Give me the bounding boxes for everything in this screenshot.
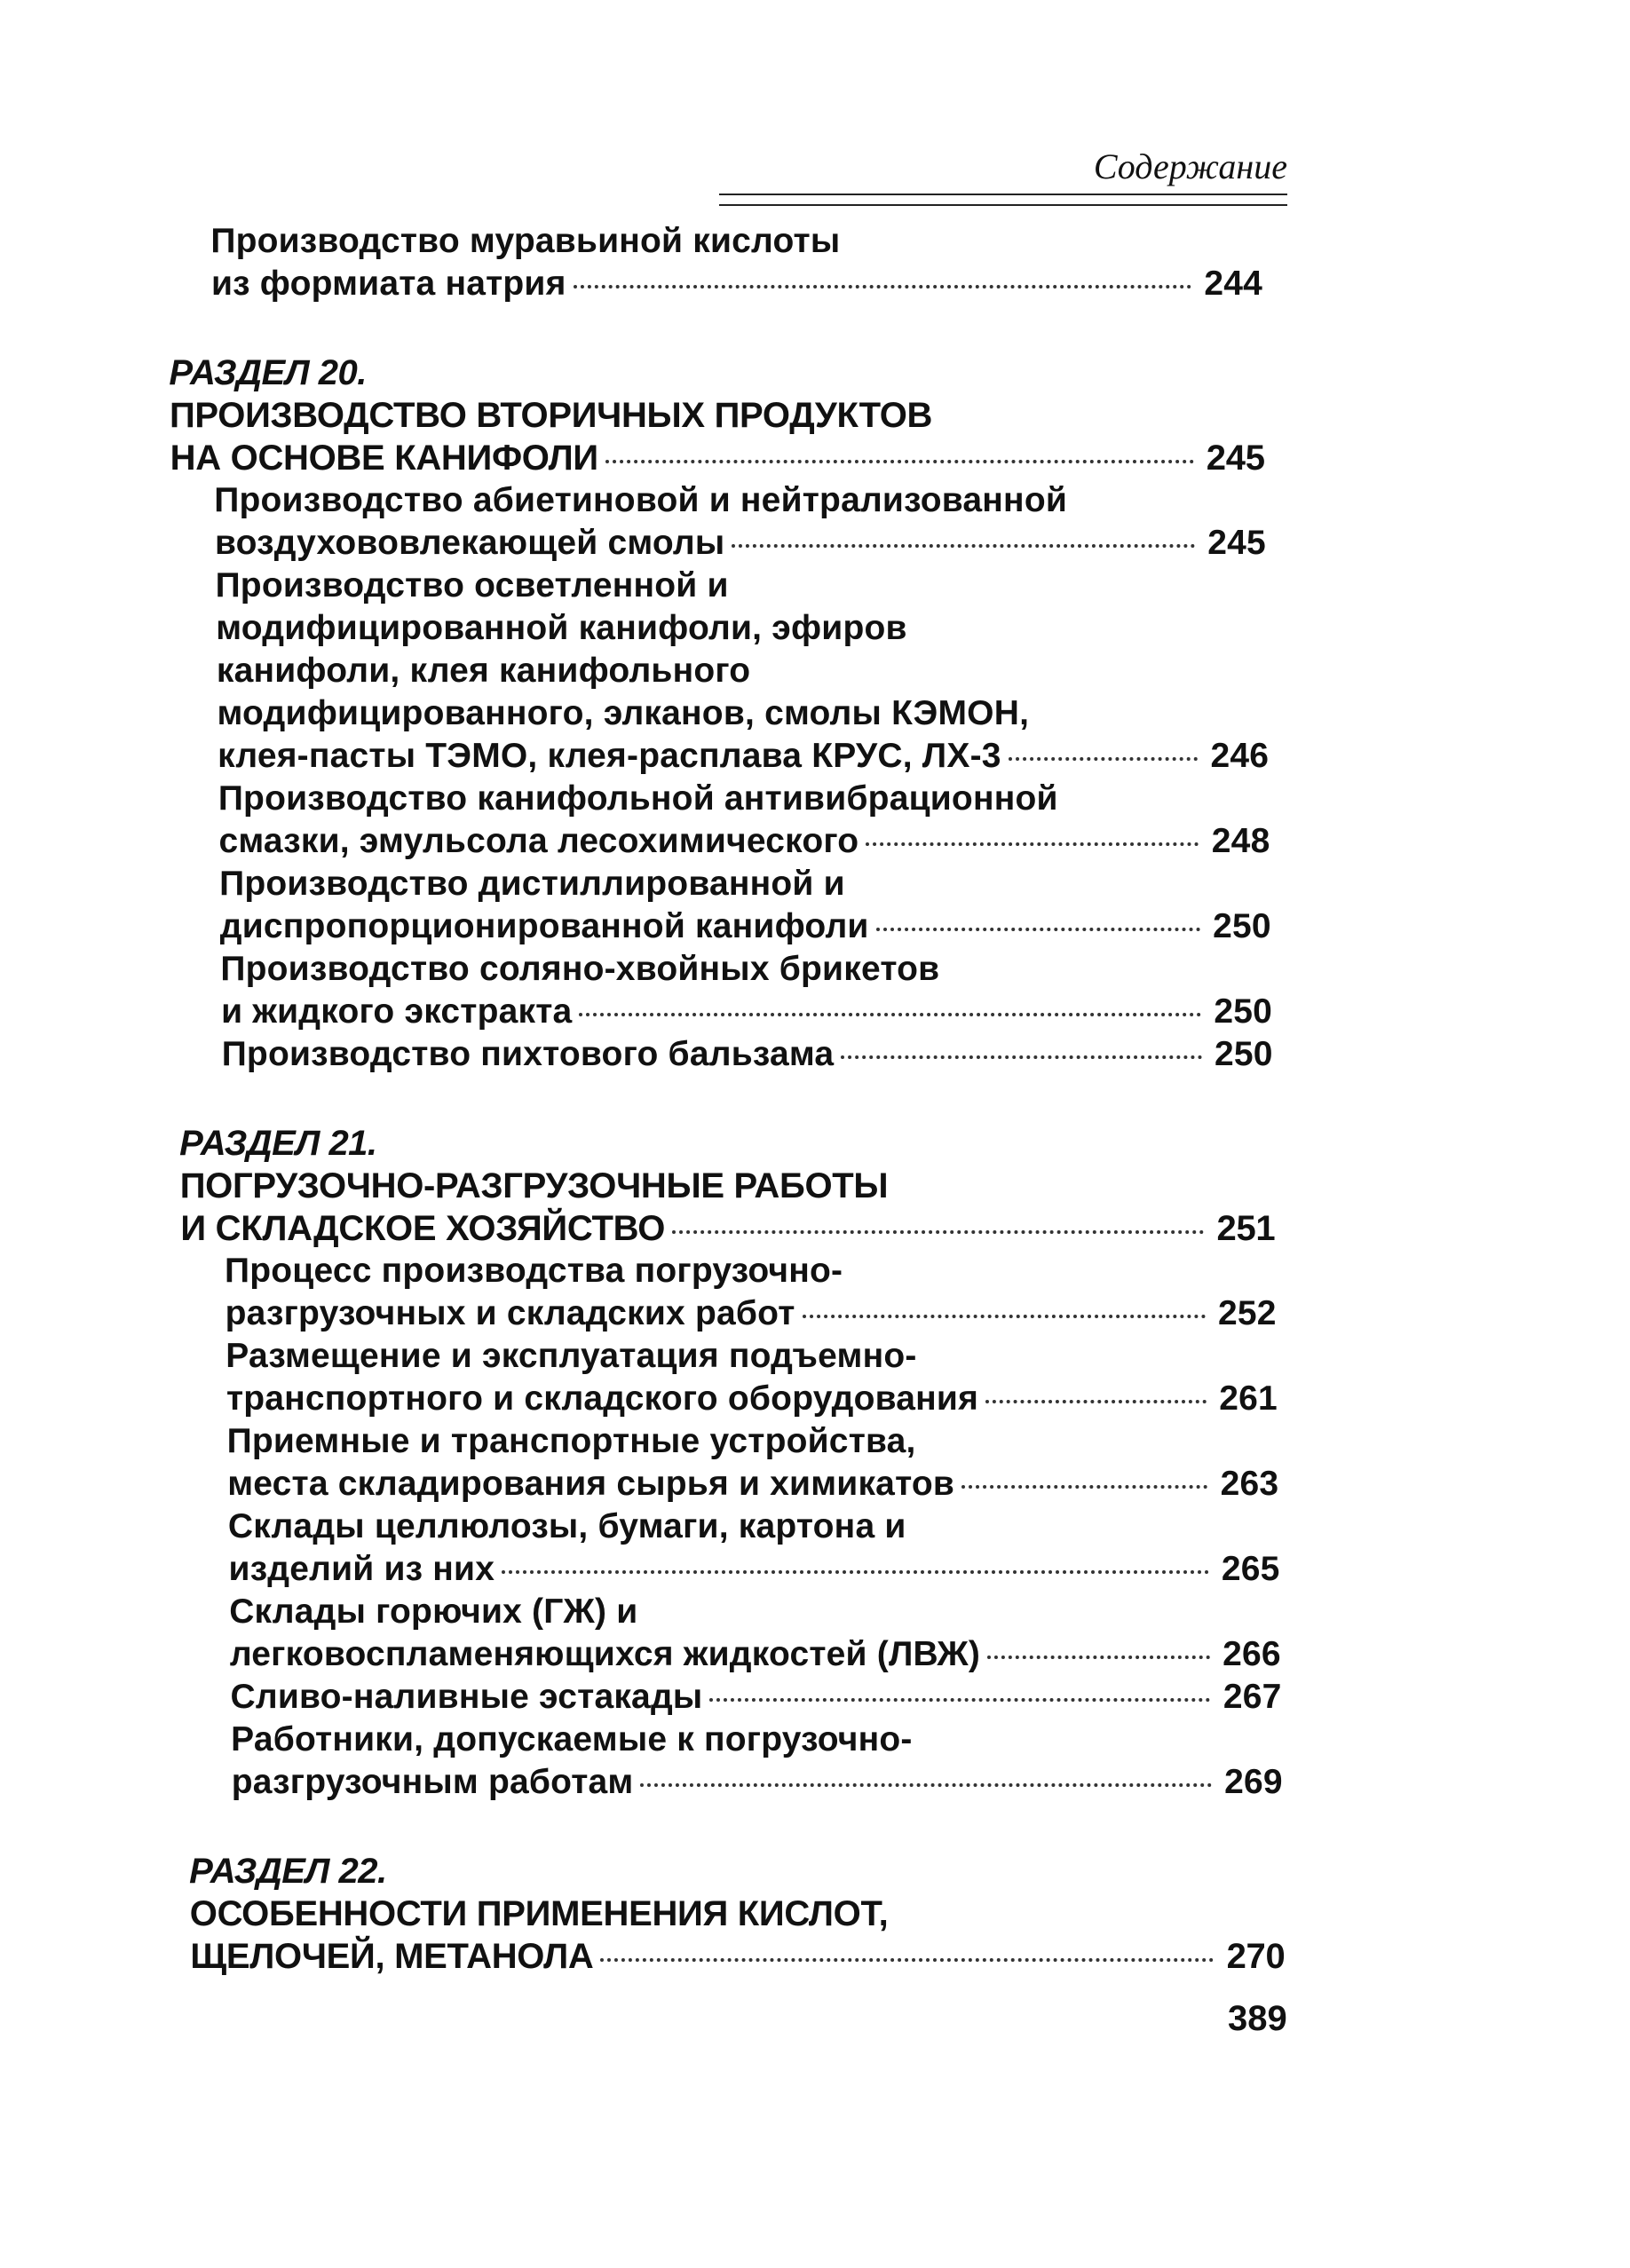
toc-entry-text: канифоли, клея канифольного: [216, 652, 751, 690]
toc-page-number: 250: [1215, 1035, 1273, 1073]
dot-leader: [987, 1656, 1210, 1659]
toc-entry-text: Производство дистиллированной и: [219, 865, 845, 903]
toc-page-number: 267: [1222, 1678, 1282, 1716]
toc-page-number: 245: [1207, 524, 1266, 562]
toc-entry-text: места складирования сырья и химикатов: [227, 1465, 955, 1503]
toc-entry-line: [216, 607, 906, 650]
toc-entry-text: из формиата натрия: [210, 265, 566, 303]
dot-leader: [841, 1055, 1201, 1059]
toc-entry-line: [226, 1378, 1278, 1420]
toc-page-number: 250: [1213, 907, 1271, 945]
toc-entry-line: [220, 948, 939, 991]
toc-entry-text: клея-пасты ТЭМО, клея-расплава КРУС, ЛХ-3: [218, 737, 1001, 775]
toc-page-number: 265: [1221, 1550, 1280, 1588]
toc-entry-line: [230, 1676, 1281, 1719]
toc-heading-line: [170, 394, 932, 437]
toc-entry-line: [214, 479, 1067, 522]
toc-entry-line: [218, 692, 1030, 735]
toc-page-number: 251: [1216, 1209, 1276, 1248]
toc-entry-line: [215, 522, 1266, 565]
toc-page-number: 261: [1219, 1379, 1278, 1418]
toc-entry-text: ЩЕЛОЧЕЙ, МЕТАНОЛА: [190, 1937, 594, 1976]
dot-leader: [600, 1958, 1214, 1962]
dot-leader: [579, 1013, 1201, 1016]
toc-entry-line: [227, 1463, 1278, 1505]
toc-entry-line: [210, 220, 840, 263]
toc-entry-text: Производство соляно-хвойных брикетов: [220, 950, 940, 988]
toc-entry-line: [225, 1250, 843, 1292]
toc-entry-line: [232, 1761, 1283, 1804]
toc-entry-text: диспропорционированной канифоли: [219, 907, 869, 945]
toc-entry-text: воздухововлекающей смолы: [214, 524, 725, 562]
toc-page-number: 269: [1224, 1763, 1283, 1801]
toc-entry-text: модифицированного, элканов, смолы КЭМОН,: [217, 694, 1030, 732]
toc-entry-line: [231, 1719, 912, 1761]
toc-entry-line: [226, 1292, 1277, 1335]
toc-heading-line: [170, 437, 1265, 479]
toc-entry-line: [228, 1505, 906, 1548]
toc-entry-line: [218, 778, 1058, 820]
toc-page-number: 250: [1214, 992, 1273, 1031]
dot-leader: [866, 842, 1199, 846]
toc-entry-text: и жидкого экстракта: [221, 992, 573, 1031]
toc-entry-text: Производство муравьиной кислоты: [210, 222, 841, 260]
toc-heading-line: [180, 1165, 889, 1207]
toc-entry-line: [221, 991, 1272, 1033]
toc-page-number: 244: [1204, 265, 1262, 303]
toc-entry-text: ОСОБЕННОСТИ ПРИМЕНЕНИЯ КИСЛОТ,: [189, 1894, 889, 1933]
toc-entry-line: [211, 263, 1262, 305]
toc-page-number: 252: [1217, 1294, 1277, 1332]
toc-entry-text: Размещение и эксплуатация подъемно-: [226, 1337, 917, 1375]
toc-entry-text: Приемные и транспортные устройства,: [226, 1422, 916, 1460]
toc-entry-text: Склады горючих (ГЖ) и: [229, 1592, 638, 1631]
header-rule-bottom: [719, 204, 1287, 206]
toc-heading-line: [180, 1207, 1275, 1250]
toc-page-number: 270: [1226, 1937, 1286, 1976]
toc-entry-line: [219, 863, 845, 905]
toc-entry-text: Производство канифольной антивибрационной: [218, 779, 1058, 818]
section-label: РАЗДЕЛ 21.: [179, 1124, 377, 1163]
dot-leader: [961, 1485, 1207, 1489]
dot-leader: [709, 1698, 1210, 1702]
toc-page-number: 266: [1222, 1635, 1281, 1673]
section-label: РАЗДЕЛ 20.: [169, 353, 367, 392]
toc-entry-text: Процесс производства погрузочно-: [225, 1252, 843, 1290]
dot-leader: [605, 460, 1194, 463]
running-head-title: Содержание: [1093, 146, 1287, 186]
toc-entry-text: ПОГРУЗОЧНО-РАЗГРУЗОЧНЫЕ РАБОТЫ: [179, 1166, 889, 1205]
dot-leader: [732, 544, 1195, 548]
dot-leader: [672, 1230, 1204, 1234]
toc-entry-line: [216, 565, 729, 607]
toc-entry-line: [229, 1591, 637, 1633]
toc-entry-text: И СКЛАДСКОЕ ХОЗЯЙСТВО: [180, 1209, 666, 1248]
toc-entry-text: Производство абиетиновой и нейтрализованной: [214, 481, 1068, 519]
toc-entry-text: НА ОСНОВЕ КАНИФОЛИ: [170, 439, 598, 478]
toc-entry-text: смазки, эмульсола лесохимического: [218, 822, 859, 860]
dot-leader: [502, 1570, 1208, 1574]
toc-entry-text: Производство пихтового бальзама: [221, 1035, 835, 1073]
toc-entry-line: [229, 1548, 1280, 1591]
toc-entry-line: [230, 1633, 1281, 1676]
toc-entry-text: разгрузочных и складских работ: [225, 1294, 795, 1332]
toc-entry-text: легковоспламеняющихся жидкостей (ЛВЖ): [229, 1635, 981, 1673]
toc-entry-text: Производство осветленной и: [215, 566, 729, 605]
page-number: 389: [1228, 1999, 1287, 2038]
toc-entry-line: [222, 1033, 1273, 1076]
toc-page-number: 245: [1206, 439, 1265, 478]
toc-entry-text: транспортного и складского оборудования: [226, 1379, 979, 1418]
toc-entry-line: [227, 1420, 916, 1463]
dot-leader: [803, 1315, 1206, 1318]
dot-leader: [574, 285, 1191, 288]
header-rule-top: [719, 194, 1287, 195]
toc-heading-line: [190, 1893, 889, 1935]
toc-page-number: 263: [1220, 1465, 1279, 1503]
toc-entry-text: разгрузочным работам: [231, 1763, 634, 1801]
section-label: РАЗДЕЛ 22.: [189, 1852, 387, 1891]
toc-entry-line: [218, 735, 1269, 778]
toc-entry-line: [218, 820, 1270, 863]
toc-entry-text: Работники, допускаемые к погрузочно-: [231, 1720, 913, 1758]
toc-entry-text: ПРОИЗВОДСТВО ВТОРИЧНЫХ ПРОДУКТОВ: [169, 396, 933, 435]
dot-leader: [1009, 757, 1199, 761]
toc-heading-line: [190, 1935, 1285, 1978]
toc-entry-line: [217, 650, 750, 692]
toc-entry-text: изделий из них: [228, 1550, 495, 1588]
dot-leader: [876, 928, 1200, 931]
toc-page-number: 246: [1210, 737, 1270, 775]
dot-leader: [985, 1400, 1207, 1403]
toc-entry-line: [226, 1335, 916, 1378]
dot-leader: [640, 1783, 1211, 1787]
toc-entry-line: [220, 905, 1271, 948]
toc-entry-text: модифицированной канифоли, эфиров: [216, 609, 907, 647]
toc-page-number: 248: [1211, 822, 1270, 860]
toc-entry-text: Склады целлюлозы, бумаги, картона и: [227, 1507, 906, 1545]
toc-entry-text: Сливо-наливные эстакады: [230, 1678, 703, 1716]
